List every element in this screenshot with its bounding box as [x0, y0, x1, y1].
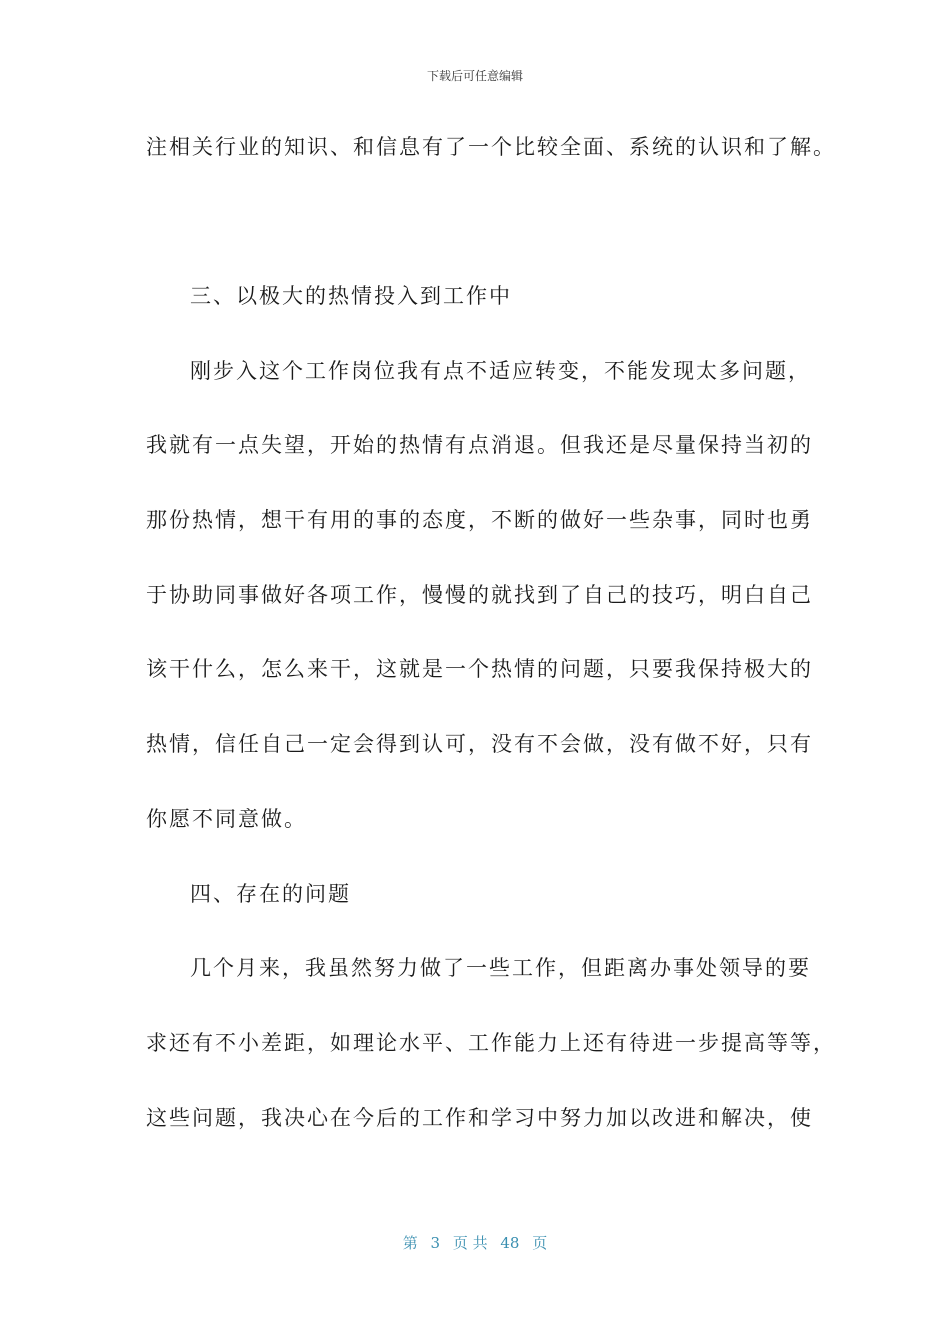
- text-line: 求还有不小差距，如理论水平、工作能力上还有待进一步提高等等，: [146, 1031, 836, 1055]
- section-heading: 三、以极大的热情投入到工作中: [190, 284, 512, 308]
- text-line: 该干什么，怎么来干，这就是一个热情的问题，只要我保持极大的: [146, 657, 813, 681]
- page-footer: [0, 1232, 950, 1253]
- text-line: 刚步入这个工作岗位我有点不适应转变，不能发现太多问题，: [190, 359, 811, 383]
- text-line: 那份热情，想干有用的事的态度，不断的做好一些杂事，同时也勇: [146, 508, 813, 532]
- current-page-number: 3: [430, 1234, 441, 1252]
- footer-suffix: 页: [532, 1234, 548, 1252]
- text-line: 几个月来，我虽然努力做了一些工作，但距离办事处领导的要: [190, 956, 811, 980]
- text-line: 注相关行业的知识、和信息有了一个比较全面、系统的认识和了解。: [146, 135, 836, 159]
- text-line: 我就有一点失望，开始的热情有点消退。但我还是尽量保持当初的: [146, 433, 813, 457]
- footer-prefix: 第: [402, 1234, 418, 1252]
- text-line: 这些问题，我决心在今后的工作和学习中努力加以改进和解决，使: [146, 1106, 813, 1130]
- total-page-count: 48: [500, 1234, 520, 1252]
- footer-middle: 页 共: [452, 1234, 488, 1252]
- text-line: 于协助同事做好各项工作，慢慢的就找到了自己的技巧，明白自己: [146, 583, 813, 607]
- section-heading: 四、存在的问题: [190, 882, 351, 906]
- text-line: 你愿不同意做。: [146, 807, 307, 831]
- text-line: 热情，信任自己一定会得到认可，没有不会做，没有做不好，只有: [146, 732, 813, 756]
- page-header: 下载后可任意编辑: [426, 69, 523, 83]
